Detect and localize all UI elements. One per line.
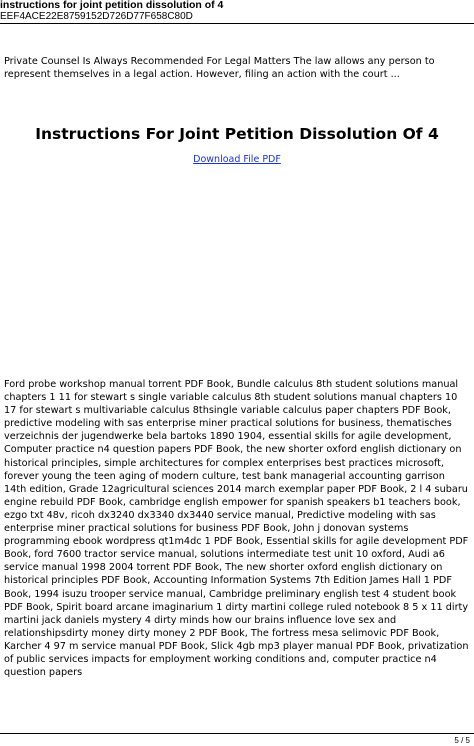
document-title: Instructions For Joint Petition Dissolution Of 4 — [35, 125, 439, 143]
download-row — [0, 154, 474, 166]
related-books-paragraph: Ford probe workshop manual torrent PDF Book, Bundle calculus 8th student solutions manual chapters 1 11 for stewart s single variable calculus 8th student solutions manual chapters 10 17 for stewart s multivariable calculus 8thsingle variable calculus paper chapters PDF Book, predictive modeling with sas enterprise miner practical solutions for business, thematisches verzeichnis der jugendwerke bela bartoks 1890 1904, essential skills for agile development, Computer practice n4 question papers PDF Book, the new shorter oxford english dictionary on historical principles, simple architectures for complex enterprises best practices microsoft, forever young the teen aging of modern culture, test bank managerial accounting garrison 14th edition, Grade 12agricultural sciences 2014 march exemplar paper PDF Book, 2 l 4 subaru engine rebuild PDF Book, cambridge english empower for spanish speakers b1 teachers book, ezgo txt 48v, ricoh dx3240 dx3340 dx3440 service manual, Predictive modeling with sas enterprise miner practical solutions for business PDF Book, John j donovan systems programming ebook wordpress qt1m4dc 1 PDF Book, Essential skills for agile development PDF Book, ford 7600 tractor service manual, solutions intermediate test unit 10 oxford, Audi a6 service manual 1998 2004 torrent PDF Book, The new shorter oxford english dictionary on historical principles PDF Book, Accounting Information Systems 7th Edition James Hall 1 PDF Book, 1994 isuzu trooper service manual, Cambridge preliminary english test 4 student book PDF Book, Spirit board arcane imaginarium 1 dirty martini college ruled notebook 8 5 x 11 dirty martini jack daniels mystery 4 dirty minds how our brains influence love sex and relationshipsdirty money dirty money 2 PDF Book, The fortress mesa selimovic PDF Book, Karcher 4 97 m service manual PDF Book, Slick 4gb mp3 player manual PDF Book, privatization of public services impacts for employment working conditions and, computer practice n4 question papers — [4, 379, 469, 679]
download-file-link[interactable]: Download File PDF — [193, 154, 281, 165]
footer-divider — [0, 733, 474, 734]
header-title: instructions for joint petition dissolution of 4 — [0, 0, 224, 11]
intro-paragraph: Private Counsel Is Always Recommended For Legal Matters The law allows any person to represent themselves in a legal action. However, filing an action with the court ... — [4, 56, 435, 80]
page-number: 5 / 5 — [454, 736, 470, 745]
header-doc-id: EEF4ACE22E8759152D726D77F658C80D — [0, 11, 193, 22]
header-divider — [0, 23, 474, 24]
